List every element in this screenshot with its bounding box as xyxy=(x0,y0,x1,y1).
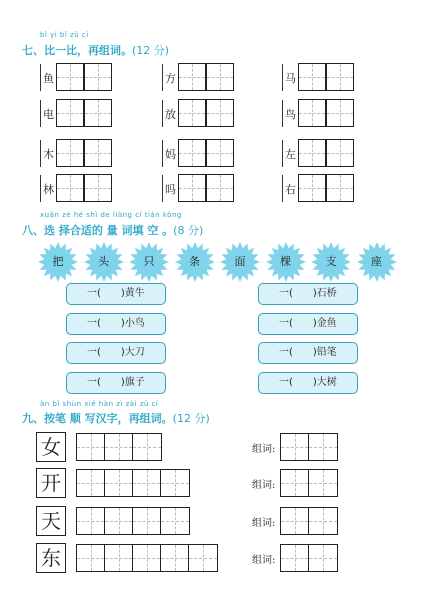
writing-box[interactable] xyxy=(206,63,234,91)
writing-box[interactable] xyxy=(84,139,112,167)
stroke-cell[interactable] xyxy=(77,545,105,571)
fill-blank-item[interactable]: 一( )金鱼 xyxy=(258,313,358,335)
writing-box[interactable] xyxy=(298,99,326,127)
writing-box[interactable] xyxy=(178,174,206,202)
model-character: 东 xyxy=(36,543,66,573)
measure-word-star xyxy=(356,241,398,283)
writing-box[interactable] xyxy=(326,99,354,127)
bracket-line xyxy=(40,100,41,127)
zuci-label: 组词: xyxy=(252,444,276,455)
writing-box[interactable] xyxy=(298,63,326,91)
bracket-line xyxy=(282,64,283,91)
stroke-grid xyxy=(76,507,190,535)
section9-pinyin: àn bǐ shùn xiě hàn zì zài zǔ cí xyxy=(40,400,159,408)
writing-box[interactable] xyxy=(56,99,84,127)
measure-word-star xyxy=(265,241,307,283)
writing-box[interactable] xyxy=(178,139,206,167)
section7-title xyxy=(22,42,169,58)
compare-char: 鱼 xyxy=(43,72,54,85)
section9-title xyxy=(22,410,210,426)
stroke-cell[interactable] xyxy=(133,470,161,496)
stroke-grid xyxy=(76,433,162,461)
compare-item xyxy=(162,63,282,93)
compare-char: 林 xyxy=(43,183,54,196)
writing-box[interactable] xyxy=(84,174,112,202)
model-character: 开 xyxy=(36,468,66,498)
zuci-cell[interactable] xyxy=(281,470,309,496)
measure-word-star xyxy=(37,241,79,283)
fill-blank-item[interactable]: 一( )旗子 xyxy=(66,372,166,394)
compare-char: 放 xyxy=(165,108,176,121)
zuci-cell[interactable] xyxy=(281,508,309,534)
section8-pinyin: xuǎn zé hé shì de liàng cí tián kòng xyxy=(40,211,182,219)
section7-title-text: 七、比一比，再组词。 xyxy=(22,44,132,57)
bracket-line xyxy=(40,175,41,202)
compare-item xyxy=(162,99,282,129)
compare-char: 吗 xyxy=(165,183,176,196)
stroke-cell[interactable] xyxy=(161,545,189,571)
measure-word-star xyxy=(219,241,261,283)
bracket-line xyxy=(40,64,41,91)
compare-char: 电 xyxy=(43,108,54,121)
writing-box[interactable] xyxy=(178,99,206,127)
stroke-cell[interactable] xyxy=(161,470,189,496)
measure-word[interactable]: 条 xyxy=(189,255,200,268)
stroke-cell[interactable] xyxy=(133,508,161,534)
stroke-cell[interactable] xyxy=(105,470,133,496)
zuci-label: 组词: xyxy=(252,518,276,529)
measure-word-star xyxy=(128,241,170,283)
fill-blank-item[interactable]: 一( )铅笔 xyxy=(258,342,358,364)
zuci-cell[interactable] xyxy=(309,508,337,534)
writing-box[interactable] xyxy=(206,174,234,202)
section7-score: (12 分) xyxy=(132,44,170,57)
writing-box[interactable] xyxy=(84,63,112,91)
bracket-line xyxy=(40,140,41,167)
compare-item xyxy=(162,174,282,204)
compare-char: 妈 xyxy=(165,148,176,161)
stroke-cell[interactable] xyxy=(77,434,105,460)
writing-box[interactable] xyxy=(326,174,354,202)
fill-blank-item[interactable]: 一( )大刀 xyxy=(66,342,166,364)
writing-box[interactable] xyxy=(206,99,234,127)
zuci-cell[interactable] xyxy=(281,434,309,460)
zuci-label: 组词: xyxy=(252,480,276,491)
section9-score: (12 分) xyxy=(172,412,210,425)
stroke-grid xyxy=(76,544,218,572)
compare-char: 马 xyxy=(285,72,296,85)
section7-pinyin: bǐ yi bǐ zǔ cí xyxy=(40,31,89,39)
zuci-label: 组词: xyxy=(252,555,276,566)
compare-char: 右 xyxy=(285,183,296,196)
compare-item xyxy=(282,63,402,93)
compare-item xyxy=(40,174,160,204)
writing-box[interactable] xyxy=(298,139,326,167)
model-character: 女 xyxy=(36,432,66,462)
measure-word[interactable]: 面 xyxy=(234,255,246,268)
measure-word[interactable]: 棵 xyxy=(280,255,291,268)
stroke-grid xyxy=(76,469,190,497)
bracket-line xyxy=(162,64,163,91)
bracket-line xyxy=(282,175,283,202)
stroke-cell[interactable] xyxy=(105,508,133,534)
writing-box[interactable] xyxy=(178,63,206,91)
bracket-line xyxy=(162,100,163,127)
measure-word[interactable]: 支 xyxy=(325,255,337,268)
bracket-line xyxy=(162,175,163,202)
zuci-grid xyxy=(280,469,338,497)
writing-box[interactable] xyxy=(84,99,112,127)
measure-word[interactable]: 只 xyxy=(143,255,155,268)
stroke-cell[interactable] xyxy=(105,545,133,571)
measure-word-star xyxy=(174,241,216,283)
compare-item xyxy=(282,139,402,169)
compare-char: 左 xyxy=(285,148,296,161)
zuci-grid xyxy=(280,544,338,572)
compare-item xyxy=(40,99,160,129)
zuci-cell[interactable] xyxy=(309,434,337,460)
section8-title xyxy=(22,222,203,238)
writing-box[interactable] xyxy=(56,174,84,202)
measure-word-star xyxy=(83,241,125,283)
writing-box[interactable] xyxy=(56,63,84,91)
measure-word-star xyxy=(310,241,352,283)
stroke-cell[interactable] xyxy=(133,434,161,460)
zuci-grid xyxy=(280,507,338,535)
bracket-line xyxy=(282,100,283,127)
writing-box[interactable] xyxy=(56,139,84,167)
zuci-cell[interactable] xyxy=(309,545,337,571)
compare-char: 方 xyxy=(165,72,176,85)
fill-blank-item[interactable]: 一( )石桥 xyxy=(258,283,358,305)
stroke-cell[interactable] xyxy=(105,434,133,460)
stroke-cell[interactable] xyxy=(77,470,105,496)
section8-title-text: 八、选 择合适的 量 词填 空 。 xyxy=(22,224,174,237)
measure-word[interactable]: 头 xyxy=(98,255,109,268)
section9-title-text: 九、按笔 顺 写汉字，再组词。 xyxy=(22,412,173,425)
writing-box[interactable] xyxy=(326,139,354,167)
bracket-line xyxy=(162,140,163,167)
zuci-cell[interactable] xyxy=(309,470,337,496)
model-character: 天 xyxy=(36,506,66,536)
fill-blank-item[interactable]: 一( )小鸟 xyxy=(66,313,166,335)
bracket-line xyxy=(282,140,283,167)
compare-item xyxy=(162,139,282,169)
compare-item xyxy=(40,63,160,93)
compare-item xyxy=(282,174,402,204)
stroke-cell[interactable] xyxy=(133,545,161,571)
fill-blank-item[interactable]: 一( )黄牛 xyxy=(66,283,166,305)
compare-char: 鸟 xyxy=(285,108,296,121)
stroke-cell[interactable] xyxy=(189,545,217,571)
zuci-grid xyxy=(280,433,338,461)
stroke-cell[interactable] xyxy=(161,508,189,534)
writing-box[interactable] xyxy=(298,174,326,202)
measure-word[interactable]: 座 xyxy=(371,255,382,268)
compare-item xyxy=(282,99,402,129)
measure-word[interactable]: 把 xyxy=(52,255,64,268)
fill-blank-item[interactable]: 一( )大树 xyxy=(258,372,358,394)
writing-box[interactable] xyxy=(326,63,354,91)
compare-item xyxy=(40,139,160,169)
section8-score: (8 分) xyxy=(173,224,204,237)
compare-char: 木 xyxy=(43,148,54,161)
writing-box[interactable] xyxy=(206,139,234,167)
stroke-cell[interactable] xyxy=(77,508,105,534)
zuci-cell[interactable] xyxy=(281,545,309,571)
